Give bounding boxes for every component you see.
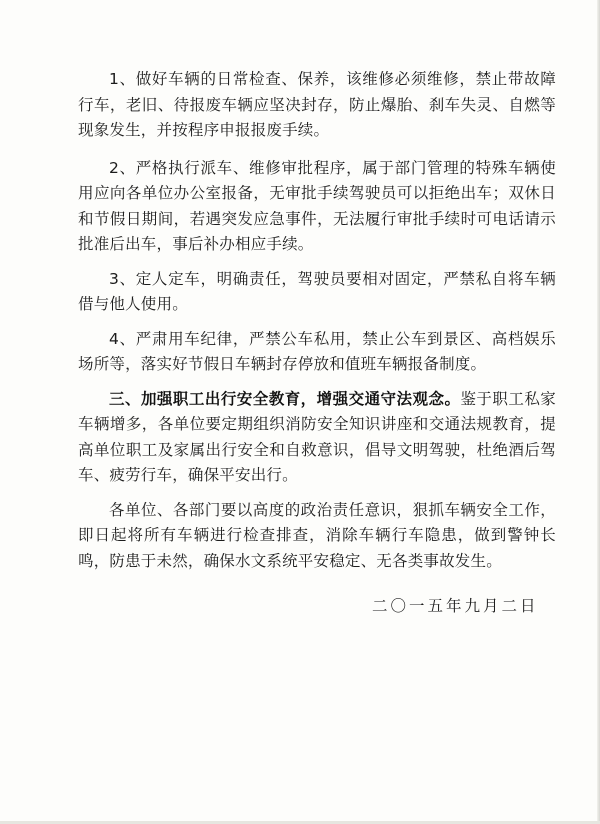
paragraph-text: 鉴于职工私家车辆增多，各单位要定期组织消防安全知识讲座和交通法规教育，提高单位职工及家属出行安全和自救意识，倡导文明驾驶，杜绝酒后驾车、疲劳行车，确保平安出行。 bbox=[78, 389, 557, 484]
paragraph-text: 2、严格执行派车、维修审批程序，属于部门管理的特殊车辆使用应向各单位办公室报备，无审批手续驾驶员可以拒绝出车；双休日和节假日期间，若遇突发应急事件，无法履行审批手续时可电话请示批准后出车，事后补办相应手续。 bbox=[78, 158, 556, 253]
section-three-paragraph bbox=[78, 387, 556, 489]
closing-paragraph bbox=[78, 498, 556, 575]
paragraph-text: 1、做好车辆的日常检查、保养，该维修必须维修，禁止带故障行车，老旧、待报废车辆应坚决封存，防止爆胎、刹车失灵、自燃等现象发生，并按程序申报报废手续。 bbox=[78, 70, 556, 139]
document-date: 二〇一五年九月二日 bbox=[372, 597, 539, 615]
document-body bbox=[78, 67, 556, 583]
paragraph-item-1 bbox=[78, 67, 556, 144]
paragraph-text: 4、严肃用车纪律，严禁公车私用，禁止公车到景区、高档娱乐场所等，落实好节假日车辆封存停放和值班车辆报备制度。 bbox=[78, 329, 556, 373]
paragraph-item-4 bbox=[78, 327, 556, 378]
section-heading: 三、加强职工出行安全教育，增强交通守法观念。 bbox=[109, 389, 461, 408]
paragraph-item-3 bbox=[78, 267, 556, 318]
paragraph-text: 3、定人定车，明确责任，驾驶员要相对固定，严禁私自将车辆借与他人使用。 bbox=[78, 269, 556, 313]
paragraph-item-2 bbox=[78, 156, 556, 258]
paragraph-text: 各单位、各部门要以高度的政治责任意识，狠抓车辆安全工作，即日起将所有车辆进行检查排查，消除车辆行车隐患，做到警钟长鸣，防患于未然，确保水文系统平安稳定、无各类事故发生。 bbox=[78, 500, 556, 570]
